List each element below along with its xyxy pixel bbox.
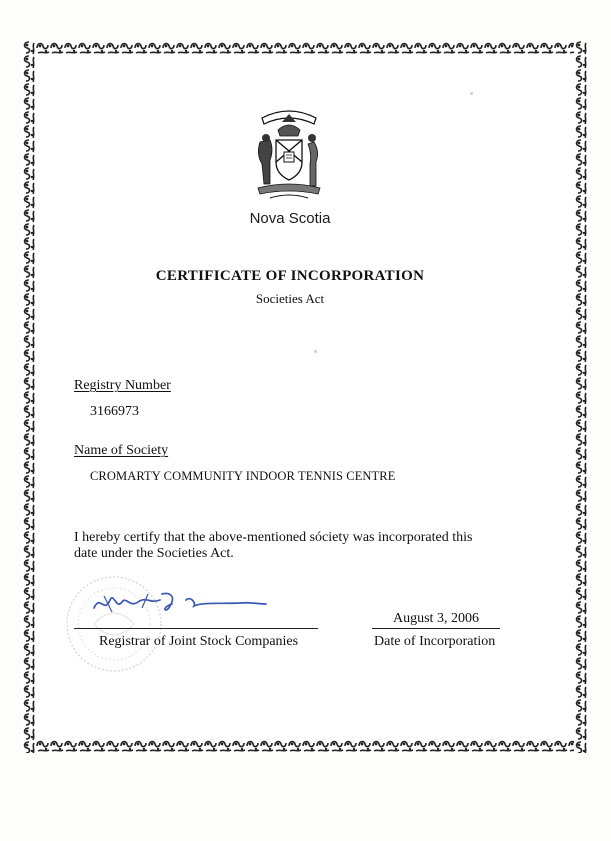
registrar-signature <box>90 588 270 618</box>
coat-of-arms-icon <box>252 100 326 208</box>
decorative-border-top <box>22 41 588 55</box>
incorporation-date-label: Date of Incorporation <box>374 634 496 649</box>
paper-speck <box>314 350 317 353</box>
society-name-value: CROMARTY COMMUNITY INDOOR TENNIS CENTRE <box>90 469 396 483</box>
certificate-act: Societies Act <box>255 291 325 306</box>
date-line <box>372 628 500 629</box>
certification-statement-line-1: I hereby certify that the above-mentioned sóciety was incorporated this <box>74 530 473 545</box>
decorative-border-bottom <box>22 739 588 753</box>
society-name-label: Name of Society <box>74 443 169 458</box>
registrar-title: Registrar of Joint Stock Companies <box>99 634 299 649</box>
paper-speck <box>470 92 473 95</box>
province-name: Nova Scotia <box>249 210 331 227</box>
decorative-border-left <box>22 41 36 753</box>
certificate-title: CERTIFICATE OF INCORPORATION <box>155 268 425 284</box>
certification-statement-line-2: date under the Societies Act. <box>74 546 234 561</box>
registry-number-label: Registry Number <box>74 378 171 393</box>
incorporation-date: August 3, 2006 <box>393 611 479 626</box>
signature-line <box>74 628 318 629</box>
decorative-border-right <box>574 41 588 753</box>
registry-number-value: 3166973 <box>90 404 139 419</box>
